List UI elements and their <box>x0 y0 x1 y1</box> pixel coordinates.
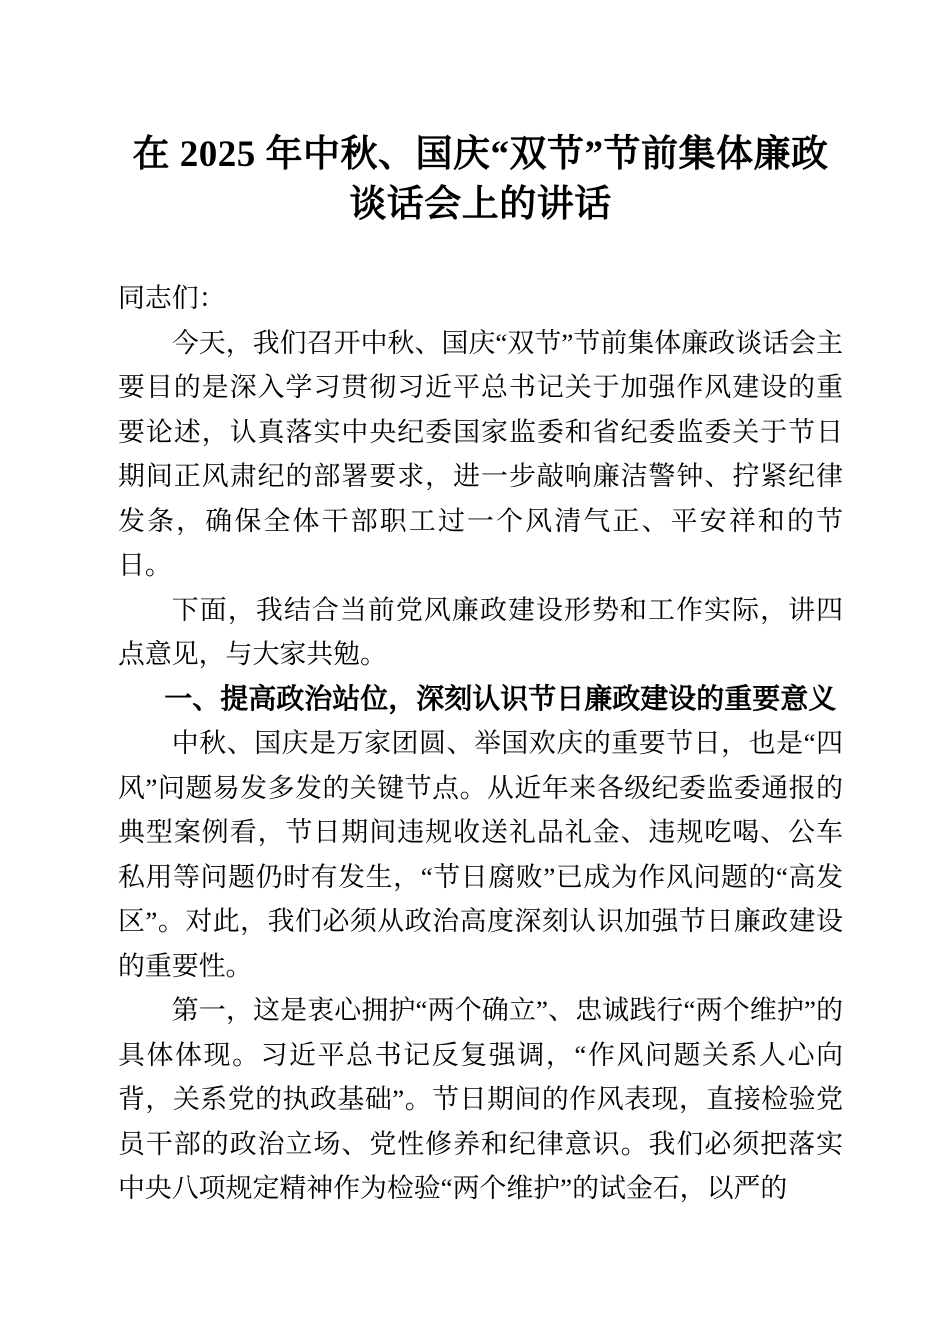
document-body <box>118 276 843 1211</box>
paragraph-transition: 下面，我结合当前党风廉政建设形势和工作实际，讲四点意见，与大家共勉。 <box>118 594 843 669</box>
document-title: 在 2025 年中秋、国庆“双节”节前集体廉政谈话会上的讲话 <box>132 134 829 225</box>
salutation: 同志们： <box>118 283 226 313</box>
section-heading-1: 一、提高政治站位，深刻认识节日廉政建设的重要意义 <box>164 682 837 714</box>
paragraph-section1-intro: 中秋、国庆是万家团圆、举国欢庆的重要节日，也是“四风”问题易发多发的关键节点。从近年来各级纪委监委通报的典型案例看，节日期间违规收送礼品礼金、违规吃喝、公车私用等问题仍时有发生，“节日腐败”已成为作风问题的“高发区”。对此，我们必须从政治高度深刻认识加强节日廉政建设的重要性。 <box>118 728 843 981</box>
paragraph-opening: 今天，我们召开中秋、国庆“双节”节前集体廉政谈话会主要目的是深入学习贯彻习近平总书记关于加强作风建设的重要论述，认真落实中央纪委国家监委和省纪委监委关于节日期间正风肃纪的部署要求，进一步敲响廉洁警钟、拧紧纪律发条，确保全体干部职工过一个风清气正、平安祥和的节日。 <box>118 327 843 580</box>
paragraph-point-first: 第一，这是衷心拥护“两个确立”、忠诚践行“两个维护”的具体体现。习近平总书记反复强调，“作风问题关系人心向背，关系党的执政基础”。节日期间的作风表现，直接检验党员干部的政治立场、党性修养和纪律意识。我们必须把落实中央八项规定精神作为检验“两个维护”的试金石，以严的 <box>118 995 843 1203</box>
